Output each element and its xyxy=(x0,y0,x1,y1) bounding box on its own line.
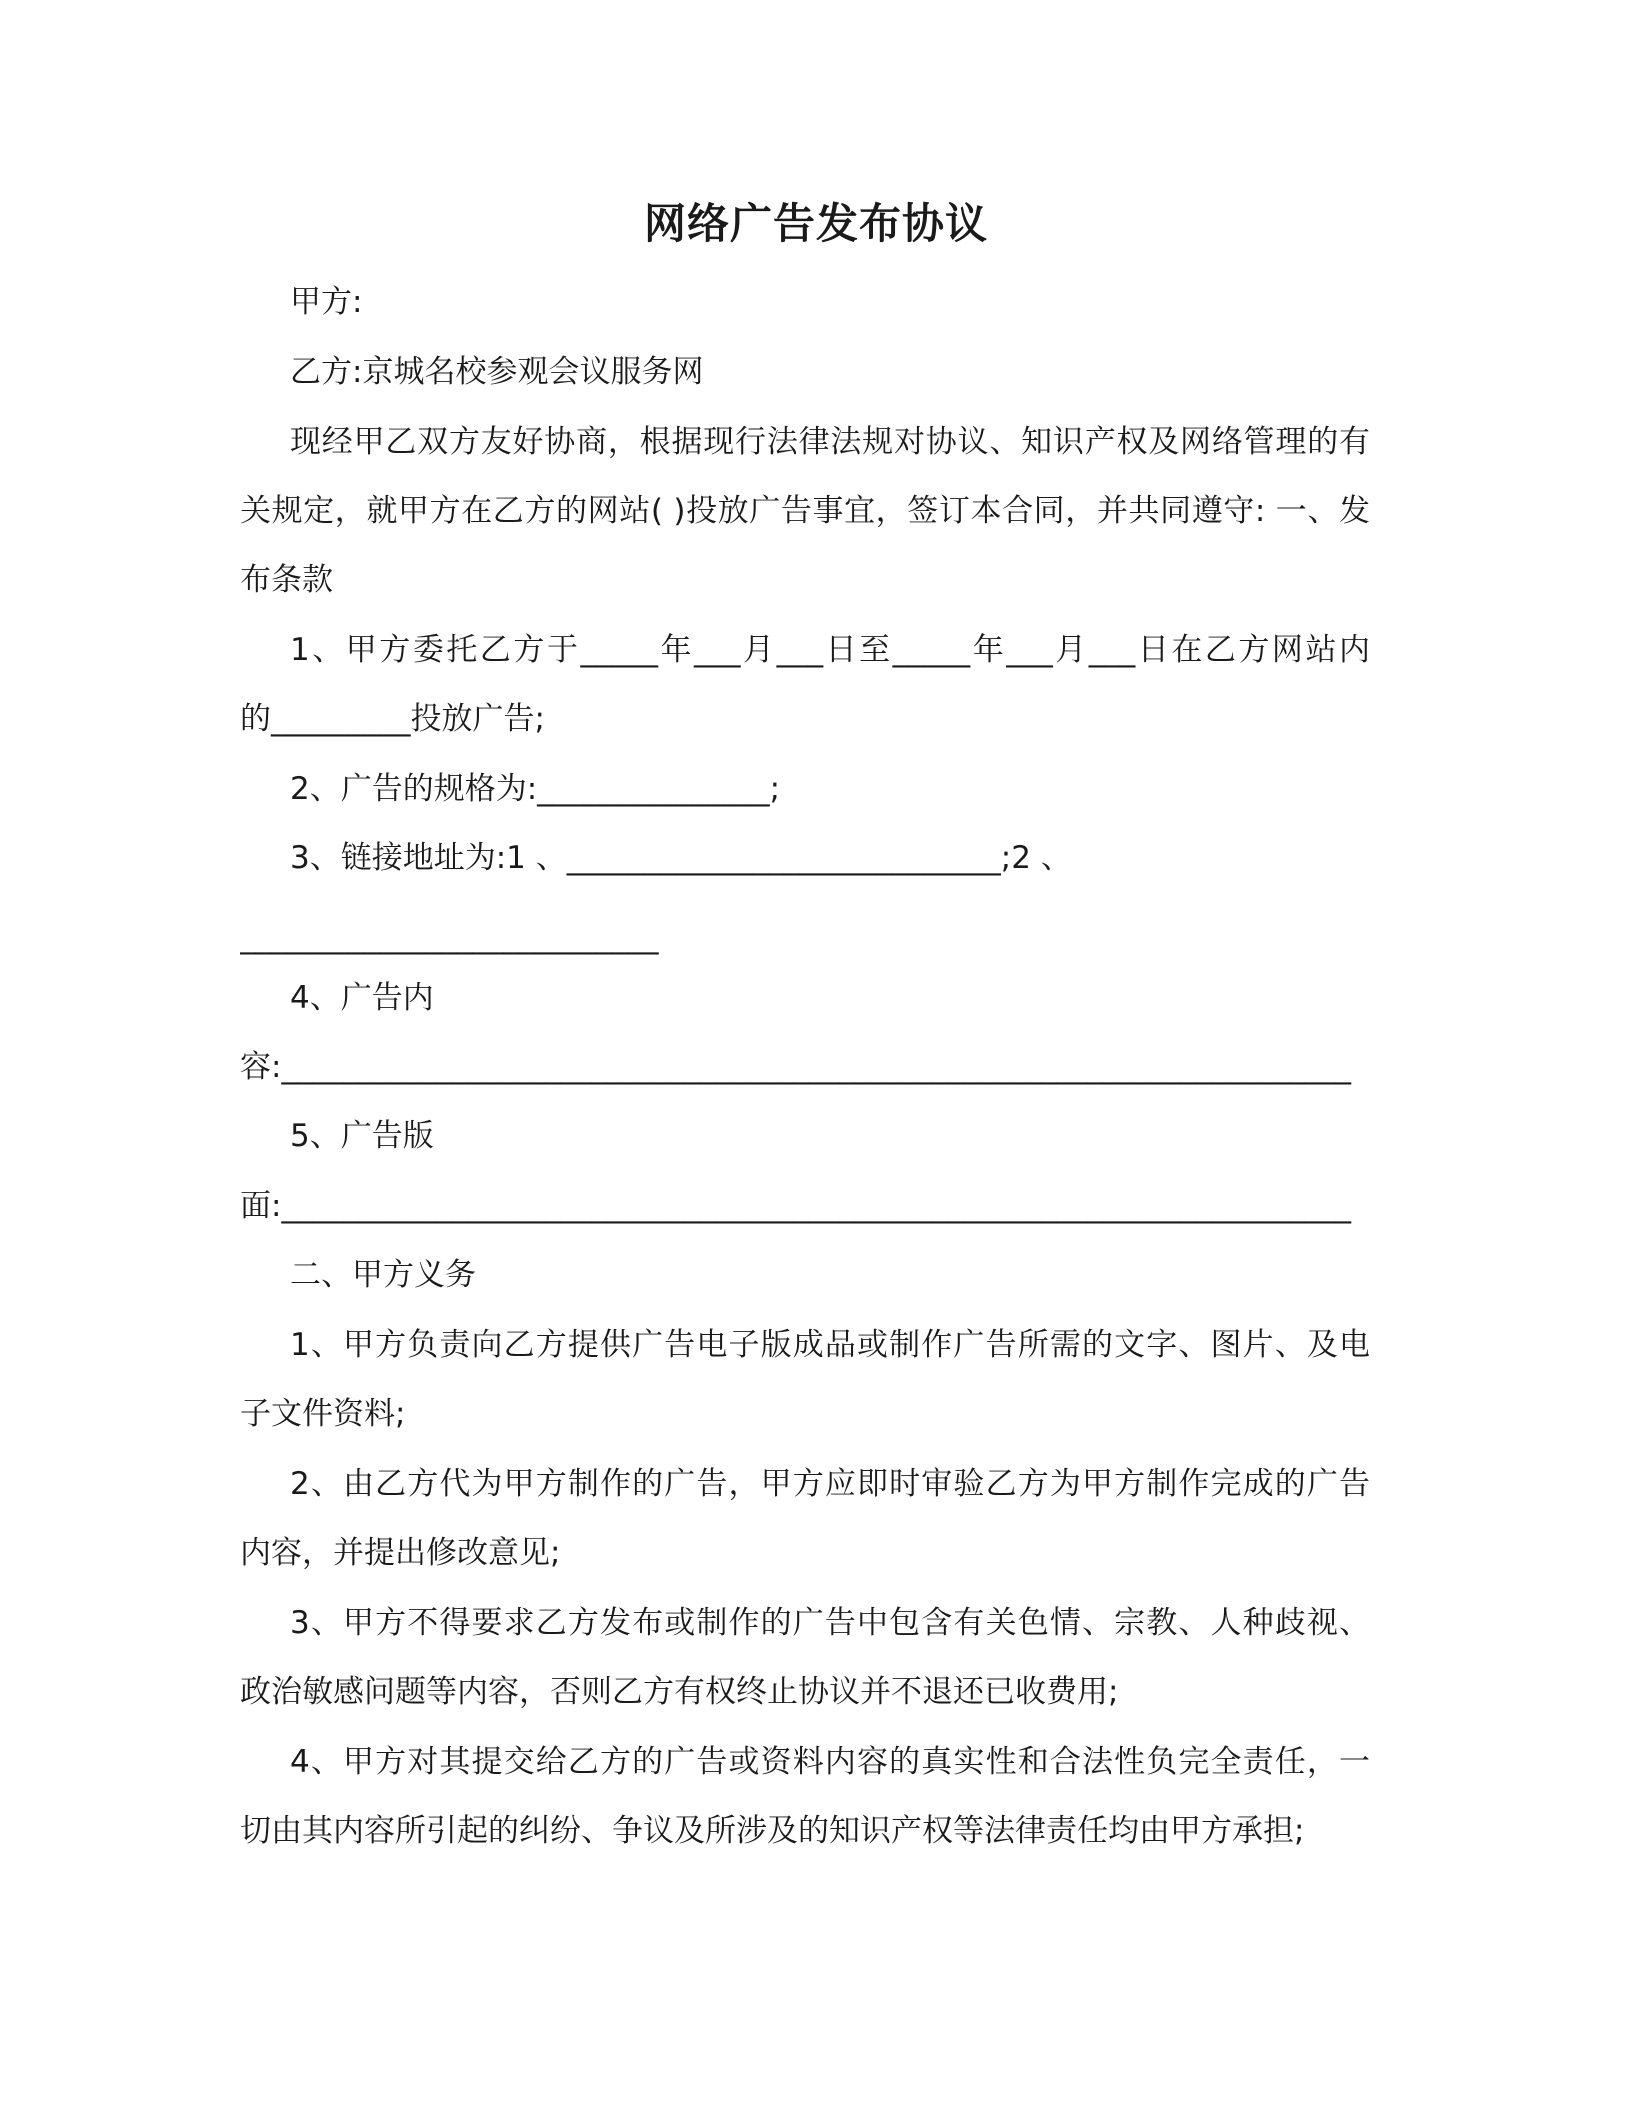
clause-1-3-line-2: ___________________________ xyxy=(240,919,659,955)
preamble-line-1: 现经甲乙双方友好协商，根据现行法律法规对协议、知识产权及网络管理的有 xyxy=(290,424,1370,460)
clause-2-2-line-2: 内容，并提出修改意见; xyxy=(240,1535,561,1571)
preamble-line-2: 关规定，就甲方在乙方的网站( )投放广告事宜，签订本合同，并共同遵守: 一、发 xyxy=(240,493,1370,529)
section-2-heading: 二、甲方义务 xyxy=(290,1257,476,1293)
clause-2-3-line-1: 3、甲方不得要求乙方发布或制作的广告中包含有关色情、宗教、人种歧视、 xyxy=(290,1605,1370,1641)
party-a-line: 甲方: xyxy=(290,284,363,320)
party-b-line: 乙方:京城名校参观会议服务网 xyxy=(290,354,704,390)
clause-1-4-line-1: 4、广告内 xyxy=(290,980,434,1016)
clause-1-2-line: 2、广告的规格为:_______________; xyxy=(290,771,781,807)
clause-1-3-line-1: 3、链接地址为:1 、____________________________;2 、 xyxy=(290,840,1072,876)
document-title: 网络广告发布协议 xyxy=(643,199,988,248)
clause-1-4-line-2: 容:_____________________________________________________________________ xyxy=(240,1049,1351,1085)
clause-1-5-line-2: 面:_____________________________________________________________________ xyxy=(240,1188,1351,1224)
clause-2-1-line-1: 1、甲方负责向乙方提供广告电子版成品或制作广告所需的文字、图片、及电 xyxy=(290,1327,1370,1363)
clause-2-4-line-2: 切由其内容所引起的纠纷、争议及所涉及的知识产权等法律责任均由甲方承担; xyxy=(240,1813,1305,1849)
clause-2-4-line-1: 4、甲方对其提交给乙方的广告或资料内容的真实性和合法性负完全责任，一 xyxy=(290,1744,1370,1780)
clause-2-1-line-2: 子文件资料; xyxy=(240,1396,406,1432)
clause-2-3-line-2: 政治敏感问题等内容，否则乙方有权终止协议并不退还已收费用; xyxy=(240,1674,1119,1710)
preamble-line-3: 布条款 xyxy=(240,562,333,598)
clause-1-1-line-1: 1、甲方委托乙方于_____年___月___日至_____年___月___日在乙方网站内 xyxy=(290,632,1370,668)
clause-1-5-line-1: 5、广告版 xyxy=(290,1118,434,1154)
clause-2-2-line-1: 2、由乙方代为甲方制作的广告，甲方应即时审验乙方为甲方制作完成的广告 xyxy=(290,1466,1370,1502)
clause-1-1-line-2: 的_________投放广告; xyxy=(240,701,545,737)
